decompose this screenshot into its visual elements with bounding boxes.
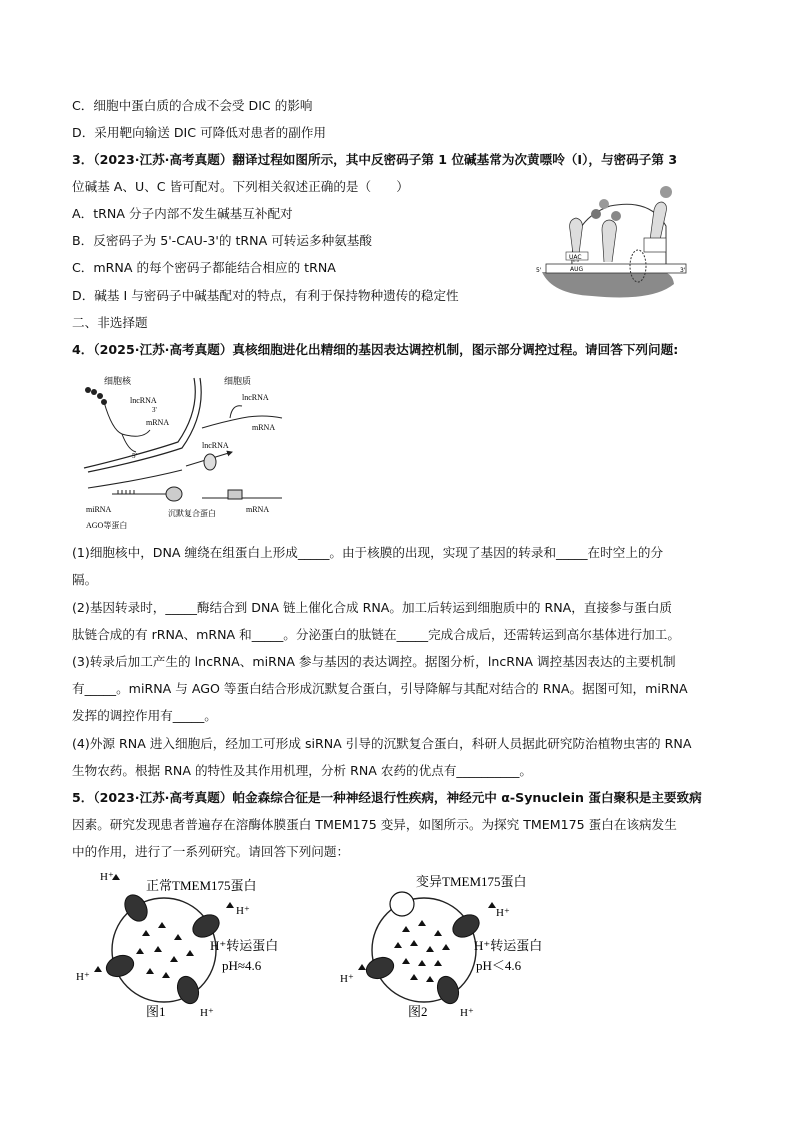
- q4-part2-line1: (2)基因转录时，_____酶结合到 DNA 链上催化合成 RNA。加工后转运到细胞质中的 RNA，直接参与蛋白质: [72, 600, 673, 615]
- lncrna-nucleus-label: lncRNA: [130, 396, 157, 405]
- lncrna-lower-label: lncRNA: [202, 441, 229, 450]
- q3-option-c: C．mRNA 的每个密码子都能结合相应的 tRNA: [72, 260, 336, 275]
- q3-option-a: A．tRNA 分子内部不发生碱基互补配对: [72, 206, 293, 221]
- q4-part3-line2: 有_____。miRNA 与 AGO 等蛋白结合形成沉默复合蛋白，引导降解与其配对结合的 RNA。据图可知，miRNA: [72, 681, 688, 696]
- normal-tmem175-label: 正常TMEM175蛋白: [146, 878, 257, 893]
- anticodon-label: UAC: [569, 254, 582, 261]
- mrna-nucleus-label: mRNA: [146, 418, 170, 427]
- nucleus-label: 细胞核: [104, 376, 132, 386]
- q4-part3-line3: 发挥的调控作用有_____。: [72, 708, 217, 723]
- q3-option-b: B．反密码子为 5'-CAU-3'的 tRNA 可转运多种氨基酸: [72, 233, 372, 248]
- q4-part1-line1: (1)细胞核中，DNA 缠绕在组蛋白上形成_____。由于核膜的出现，实现了基因的转录和_____在时空上的分: [72, 545, 664, 560]
- ago-label: AGO等蛋白: [86, 521, 128, 530]
- q4-part4-line2: 生物农药。根据 RNA 的特性及其作用机理，分析 RNA 农药的优点有__________。: [72, 763, 532, 778]
- gene-regulation-figure: [82, 370, 292, 532]
- q4-part2-line2: 肽链合成的有 rRNA、mRNA 和_____。分泌蛋白的肽链在_____完成合成后，还需转运到高尔基体进行加工。: [72, 627, 680, 642]
- transporter-label-1: H⁺转运蛋白: [210, 938, 279, 953]
- question-3-stem-2: 位碱基 A、U、C 皆可配对。下列相关叙述正确的是（ ）: [72, 179, 409, 194]
- lncrna-cyto-label: lncRNA: [242, 393, 269, 402]
- lysosome-figure-2: [336, 866, 576, 1026]
- codon-label: AUG: [570, 266, 584, 273]
- q4-part1-line2: 隔。: [72, 572, 98, 587]
- h-ion-right: H⁺: [236, 905, 250, 917]
- question-5-stem: 5．（2023·江苏·高考真题）帕金森综合征是一种神经退行性疾病，神经元中 α-Synuclein 蛋白聚积是主要致病: [72, 790, 702, 805]
- h-ion-bottom-2: H⁺: [460, 1007, 474, 1019]
- section-heading: 二、非选择题: [72, 315, 148, 330]
- q4-part3-line1: (3)转录后加工产生的 lncRNA、miRNA 参与基因的表达调控。据图分析，lncRNA 调控基因表达的主要机制: [72, 654, 676, 669]
- h-ion-left-2: H⁺: [340, 973, 354, 985]
- h-ion-bottom: H⁺: [200, 1007, 214, 1019]
- end-5-label: 5': [132, 452, 137, 460]
- mutant-tmem175-label: 变异TMEM175蛋白: [416, 874, 527, 889]
- question-4-stem: 4．（2025·江苏·高考真题）真核细胞进化出精细的基因表达调控机制，图示部分调控过程。请回答下列问题:: [72, 342, 679, 357]
- option-c-prev: C．细胞中蛋白质的合成不会受 DIC 的影响: [72, 98, 313, 113]
- mrna-3-end: 3': [680, 267, 686, 274]
- cytoplasm-label: 细胞质: [224, 376, 252, 386]
- mrna-lower-label: mRNA: [246, 505, 270, 514]
- end-3-label: 3': [152, 406, 157, 414]
- silencing-complex-label: 沉默复合蛋白: [168, 509, 216, 518]
- question-5-stem-3: 中的作用，进行了一系列研究。请回答下列问题：: [72, 844, 350, 859]
- mrna-cyto-label: mRNA: [252, 423, 276, 432]
- option-d-prev: D．采用靶向输送 DIC 可降低对患者的副作用: [72, 125, 327, 140]
- ph-label-1: pH≈4.6: [222, 958, 262, 973]
- mirna-label: miRNA: [86, 505, 112, 514]
- question-5-stem-2: 因素。研究发现患者普遍存在溶酶体膜蛋白 TMEM175 变异，如图所示。为探究 TMEM175 蛋白在该病发生: [72, 817, 677, 832]
- question-3-stem: 3．（2023·江苏·高考真题）翻译过程如图所示，其中反密码子第 1 位碱基常为次黄嘌呤（I），与密码子第 3: [72, 152, 678, 167]
- transporter-label-2: H⁺转运蛋白: [474, 938, 543, 953]
- lysosome-figure-1: [76, 866, 316, 1026]
- figure-1-caption: 图1: [146, 1004, 166, 1019]
- h-ion-left: H⁺: [76, 971, 90, 983]
- ph-label-2: pH＜4.6: [476, 958, 522, 973]
- h-ion-right-2: H⁺: [496, 907, 510, 919]
- q4-part4-line1: (4)外源 RNA 进入细胞后，经加工可形成 siRNA 引导的沉默复合蛋白，科研人员据此研究防治植物虫害的 RNA: [72, 736, 692, 751]
- figure-2-caption: 图2: [408, 1004, 428, 1019]
- mrna-5-end: 5': [536, 267, 542, 274]
- q3-option-d: D．碱基 I 与密码子中碱基配对的特点，有利于保持物种遗传的稳定性: [72, 288, 459, 303]
- h-ion-top: H⁺: [100, 871, 114, 883]
- translation-figure: [532, 180, 692, 300]
